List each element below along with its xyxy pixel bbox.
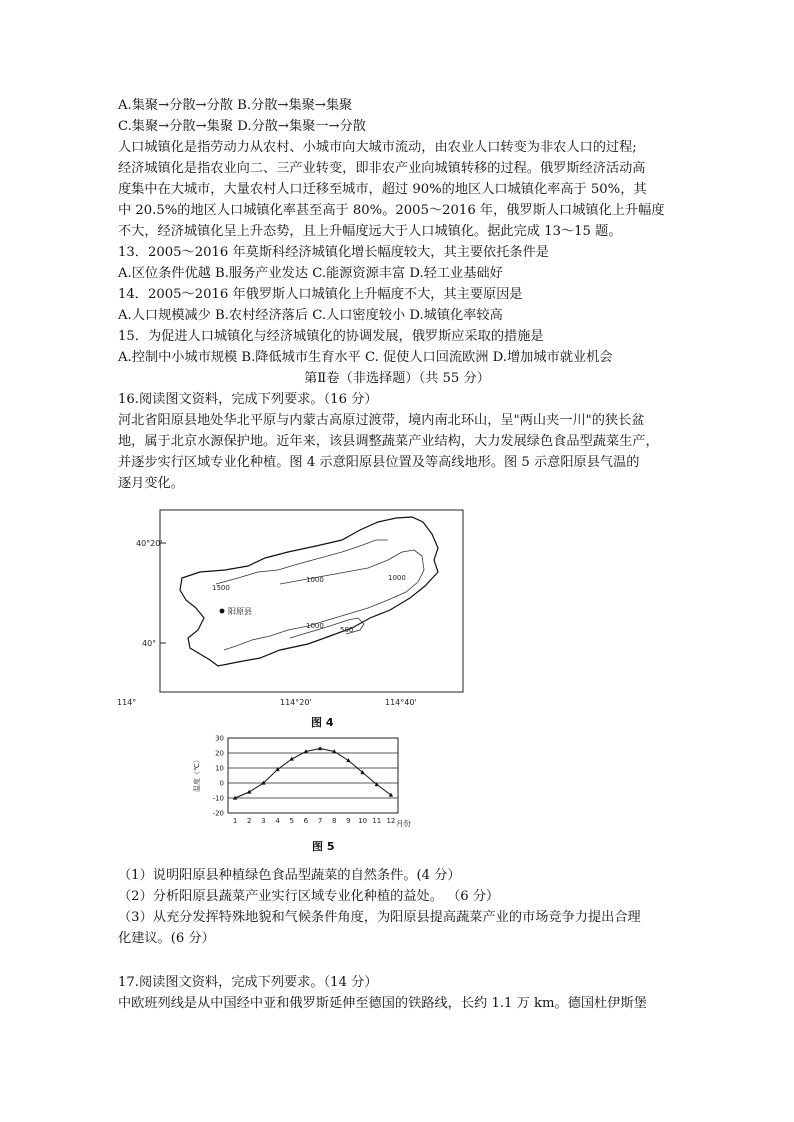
x-tick-label: 8 [332,817,337,825]
passage-line: 人口城镇化是指劳动力从农村、小城市向大城市流动，由农业人口转变为非农人口的过程; [118,140,637,155]
y-tick-label: -10 [212,794,224,803]
question-16-text: 河北省阳原县地处华北平原与内蒙古高原过渡带，境内南北环山，呈"两山夹一川"的狭长盆 [118,413,645,428]
x-tick-label: 6 [303,817,309,825]
passage-line: 经济城镇化是指农业向二、三产业转变，即非农产业向城镇转移的过程。俄罗斯经济活动高 [118,161,646,176]
question-17-title: 17.阅读图文资料，完成下列要求。（14 分） [118,975,378,990]
x-tick-label: 10 [358,817,368,825]
chart-frame [228,738,398,813]
x-tick-label: 4 [275,817,280,825]
lat-label-2: 40° [142,639,157,648]
question-15: 15．为促进人口城镇化与经济城镇化的协调发展，俄罗斯应采取的措施是 [118,329,544,344]
question-17-text: 中欧班列线是从中国经中亚和俄罗斯延伸至德国的铁路线，长约 1.1 万 km。德国杜伊斯堡 [118,996,647,1011]
chart-xlabel: 月份 [396,819,411,828]
question-16-text: 并逐步实行区域专业化种植。图 4 示意阳原县位置及等高线地形。图 5 示意阳原县气温的 [118,455,640,470]
map-caption: 图 4 [311,716,334,729]
y-tick-label: 0 [219,779,224,788]
contour-map [117,500,480,715]
chart-ylabel: 温度（℃） [193,756,201,792]
map-frame [160,510,463,692]
contour-label-1000a: 1000 [306,576,324,584]
section-title: 第Ⅱ卷（非选择题）（共 55 分） [304,371,490,386]
question-16-part-3: （3）从充分发挥特殊地貌和气候条件角度，为阳原县提高蔬菜产业的市场竞争力提出合理 [118,910,641,925]
question-14: 14．2005～2016 年俄罗斯人口城镇化上升幅度不大，其主要原因是 [118,287,523,302]
question-16-text: 地，属于北京水源保护地。近年来，该县调整蔬菜产业结构，大力发展绿色食品型蔬菜生产， [118,434,659,449]
option-line-12b: C.集聚→分散→集聚 D.分散→集聚一→分散 [118,119,366,134]
y-tick-label: 30 [215,734,224,743]
question-16-part-1: （1）说明阳原县种植绿色食品型蔬菜的自然条件。(4 分） [118,868,461,883]
contour-label-1500: 1500 [212,584,230,592]
x-tick-label: 5 [289,817,294,825]
question-16-title: 16.阅读图文资料，完成下列要求。（16 分） [118,392,378,407]
contour-1000-north [224,550,424,650]
x-tick-label: 9 [346,817,351,825]
passage-line: 不大，经济城镇化呈上升态势，且上升幅度远大于人口城镇化。据此完成 13～15 题。 [118,224,622,239]
passage-line: 中 20.5%的地区人口城镇化率甚至高于 80%。2005～2016 年，俄罗斯人口城镇化上升幅度 [118,203,665,218]
option-line-12a: A.集聚→分散→分散 B.分散→集聚→集聚 [118,98,353,113]
x-tick-label: 7 [317,817,323,825]
data-point [389,793,393,797]
county-point [220,609,225,614]
temperature-line [235,749,391,799]
contour-label-1000b: 1000 [388,574,406,582]
x-tick-label: 12 [386,817,396,825]
question-13-options: A.区位条件优越 B.服务产业发达 C.能源资源丰富 D.轻工业基础好 [118,266,503,281]
question-15-options: A.控制中小城市规模 B.降低城市生育水平 C. 促使人口回流欧洲 D.增加城市就业机会 [118,350,613,365]
lat-label-1: 40°20' [136,539,163,548]
lon-label-3: 114°40' [385,698,417,707]
lon-label-2: 114°20' [280,698,312,707]
county-label: 阳原县 [228,607,252,616]
question-14-options: A.人口规模减少 B.农村经济落后 C.人口密度较小 D.城镇化率较高 [118,308,503,323]
question-13: 13．2005～2016 年莫斯科经济城镇化增长幅度较大，其主要依托条件是 [118,245,549,260]
x-tick-label: 2 [247,817,252,825]
contour-label-1000c: 1000 [306,622,324,630]
lon-label-1: 114° [117,698,137,707]
question-16-text: 逐月变化。 [118,476,184,491]
y-tick-label: 10 [215,764,224,773]
x-tick-label: 1 [232,817,238,825]
x-tick-label: 3 [261,817,266,825]
chart-caption: 图 5 [312,840,335,853]
passage-line: 度集中在大城市，大量农村人口迁移至城市，超过 90%的地区人口城镇化率高于 50%，其 [118,182,647,197]
y-tick-label: 20 [215,749,224,758]
temperature-chart [190,732,430,832]
contour-1500 [216,540,388,584]
question-16-part-2: （2）分析阳原县蔬菜产业实行区域专业化种植的益处。 （6 分） [118,889,500,904]
question-16-part-3-cont: 化建议。(6 分） [118,931,215,946]
x-tick-label: 11 [372,817,382,825]
data-point [318,746,322,750]
contour-label-500: 500 [340,626,354,634]
y-tick-label: -20 [212,809,224,818]
